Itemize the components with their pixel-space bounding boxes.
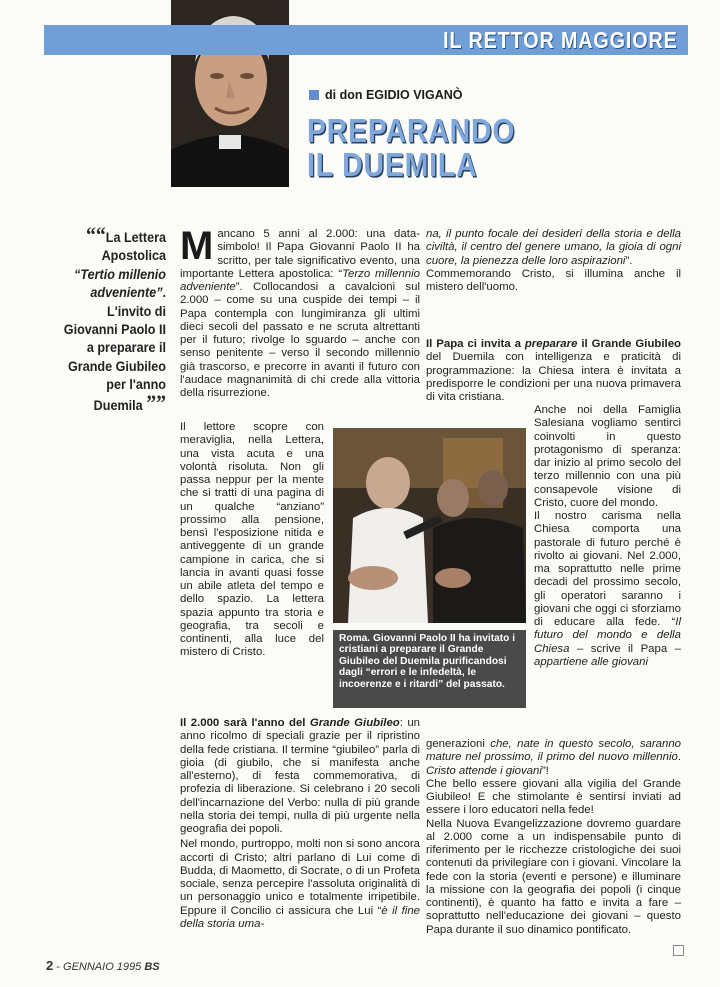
pullquote-part-2: “Tertio millenio adveniente”	[74, 265, 166, 301]
paragraph	[180, 224, 420, 400]
title-line-1: PREPARANDO	[307, 112, 516, 149]
pull-quote	[58, 222, 166, 415]
paragraph	[426, 338, 681, 404]
section-title: IL RETTOR MAGGIORE	[443, 27, 678, 53]
text-run-bold: Il Papa ci invita a	[426, 338, 525, 350]
drop-cap: M	[180, 224, 214, 268]
paragraph: Che bello essere giovani alla vigilia del Grande Giubileo! E che stimolante è sentirsi inviati ad essere i loro educatori nella fede!	[426, 777, 681, 817]
text-run-italic: Terzo millennio adveniente	[180, 267, 420, 293]
section-header-band	[44, 25, 688, 55]
end-of-article-square-icon	[673, 945, 684, 956]
article-column-2-top	[426, 228, 681, 294]
byline	[309, 88, 463, 102]
pope-photo	[333, 428, 526, 623]
article-column-1-bottom	[180, 717, 420, 931]
text-run: del Duemila con intelligenza e praticità di programmazione: la Chiesa intera è invitata a predisporre le condizioni per una nuova primavera di vita cristiana.	[426, 351, 681, 403]
article-title	[307, 114, 515, 182]
text-run-italic: che, nate in questo secolo, saranno mature nel prossimo, il primo del nuovo millennio	[426, 738, 682, 764]
text-run: : un anno ricolmo di speciali grazie per il ripristino della fede cristiana. Il termine “giubileo” parla di gioia (di giubilo, che si manifesta anche all'esterno), di festa commemorativa, di profezia di liberazione. Si celebrano i 20 secoli dell'incarnazione del Verbo: nulla di più grande nella storia dei tempi, nulla di più urgente nella geografia dei popoli.	[180, 717, 420, 835]
byline-square-icon	[309, 90, 319, 100]
text-run-italic: appartiene alle giovani	[534, 655, 648, 668]
article-column-1-narrow	[180, 421, 324, 660]
paragraph: Nella Nuova Evangelizzazione dovremo guardare al 2.000 come a un indispensabile punto di riferimento per le ricchezze cristologiche dei suoi contenuti da privilegiare con i giovani. Vincolare la fede con la storia (eventi e persone) e illuminare la missione con la geografia dei popoli (i cinque continenti), è quanto ha fatto e invita a fare – soprattutto nell'educazione dei giovani – questo Papa durante il suo dinamico pontificato.	[426, 817, 681, 936]
open-quote-mark: ““	[85, 222, 106, 247]
paragraph: Il lettore scopre con meraviglia, nella Lettera, una vista acuta e una volontà risoluta. Non gli passa neppur per la mente che si tratti di una pagina di un qualche “anziano” prossimo alla pensione, bensì l'esposizione nitida e antiveggente di un grande campione in carica, che si lancia in avanti quasi fosse un abile atleta del tempo e dello spazio. La lettera spazia appunto tra storia e geografia, tra secoli e continenti, alla luce del mistero di Cristo.	[180, 421, 324, 659]
text-run: ”!	[541, 764, 549, 777]
photo-caption: Roma. Giovanni Paolo II ha invitato i cristiani a preparare il Grande Giubileo del Duemila purificandosi dagli “errori e le infedeltà, le incoerenze e i ritardi” del passato.	[333, 630, 526, 708]
text-run: Nel mondo, purtroppo, molti non si sono ancora accorti di Cristo; altri parlano di Lui come di Budda, di Maometto, di Socrate, o di un Profeta sociale, senza percepire l'assoluta originalità di un personaggio unico e totalmente irripetibile. Eppure il Concilio ci assicura che Lui “	[180, 838, 420, 917]
page-number: 2	[46, 958, 54, 973]
text-run-bold: il Grande Giubileo	[577, 338, 681, 350]
issue-date: GENNAIO 1995	[63, 961, 142, 973]
pullquote-part-1: La Lettera Apostolica	[101, 229, 166, 264]
title-line-2: IL DUEMILA	[307, 146, 478, 183]
text-run-bold: Il 2.000 sarà l'anno del	[180, 717, 310, 729]
photo-illustration	[333, 428, 526, 623]
text-run: – scrive il Papa –	[569, 642, 681, 655]
close-quote-mark: ””	[146, 389, 166, 415]
page-footer	[46, 958, 160, 973]
text-run-bold-italic: Grande Giubileo	[309, 717, 400, 729]
text-run-bold-italic: preparare	[524, 338, 578, 350]
footer-separator: -	[53, 961, 64, 973]
text-run: ”.	[625, 254, 633, 267]
text-run-italic: Il futuro del mondo e della Chiesa	[534, 616, 681, 655]
article-column-1-top	[180, 224, 420, 400]
magazine-name: BS	[144, 961, 160, 973]
article-column-2-mid	[426, 338, 681, 404]
text-run: generazioni	[426, 738, 491, 750]
paragraph	[534, 510, 681, 669]
paragraph	[180, 717, 420, 836]
paragraph	[180, 838, 420, 931]
paragraph	[426, 738, 681, 778]
paragraph	[426, 228, 681, 268]
pullquote-part-3: . L'invito di Giovanni Paolo II a preparare il Grande Giubileo per l'anno Duemila	[63, 284, 166, 413]
paragraph: Commemorando Cristo, si illumina anche il mistero dell'uomo.	[426, 267, 681, 293]
text-run: .	[677, 751, 681, 764]
text-run: ancano 5 anni al 2.000: una data-simbolo! Il Papa Giovanni Paolo II ha scritto, per tale significativo evento, una importante Lettera apostolica: “	[180, 228, 420, 280]
text-run: ”. Collocandosi a cavalcioni sul 2.000 – come su una cuspide dei tempi – il Papa contempla con lungimiranza gli ultimi dieci secoli del passato e ne scruta altrettanti per il futuro; rivolge lo sguardo – anche con senso penitente – verso il secondo millennio già trascorso, e precorre in avanti il futuro con l'audace magnanimità di chi crede alla vittoria della risurrezione.	[180, 281, 420, 399]
article-column-2-narrow	[534, 404, 681, 669]
text-run-italic: è il fine della storia uma-	[180, 904, 420, 930]
text-run-italic: na, il punto focale dei desideri della storia e della civiltà, il centro del genere umano, la gioia di ogni cuore, la pienezza delle loro aspirazioni	[426, 228, 681, 267]
byline-text: di don EGIDIO VIGANÒ	[325, 88, 463, 102]
paragraph: Anche noi della Famiglia Salesiana vogliamo sentirci coinvolti in questo protagonismo di speranza: dar inizio al primo secolo del terzo millennio con una più consapevole visione di Cristo, cuore del mondo.	[534, 404, 681, 509]
text-run: Il nostro carisma nella Chiesa comporta una pastorale di futuro perché è rivolto ai giovani. Nel 2.000, ma soprattutto nelle prime decadi del prossimo secolo, gli operatori saranno i giovani che oggi ci sforziamo di educare alla fede. “	[534, 510, 681, 628]
text-run-italic: Cristo attende i giovani	[426, 764, 542, 777]
article-column-2-bottom	[426, 738, 681, 937]
